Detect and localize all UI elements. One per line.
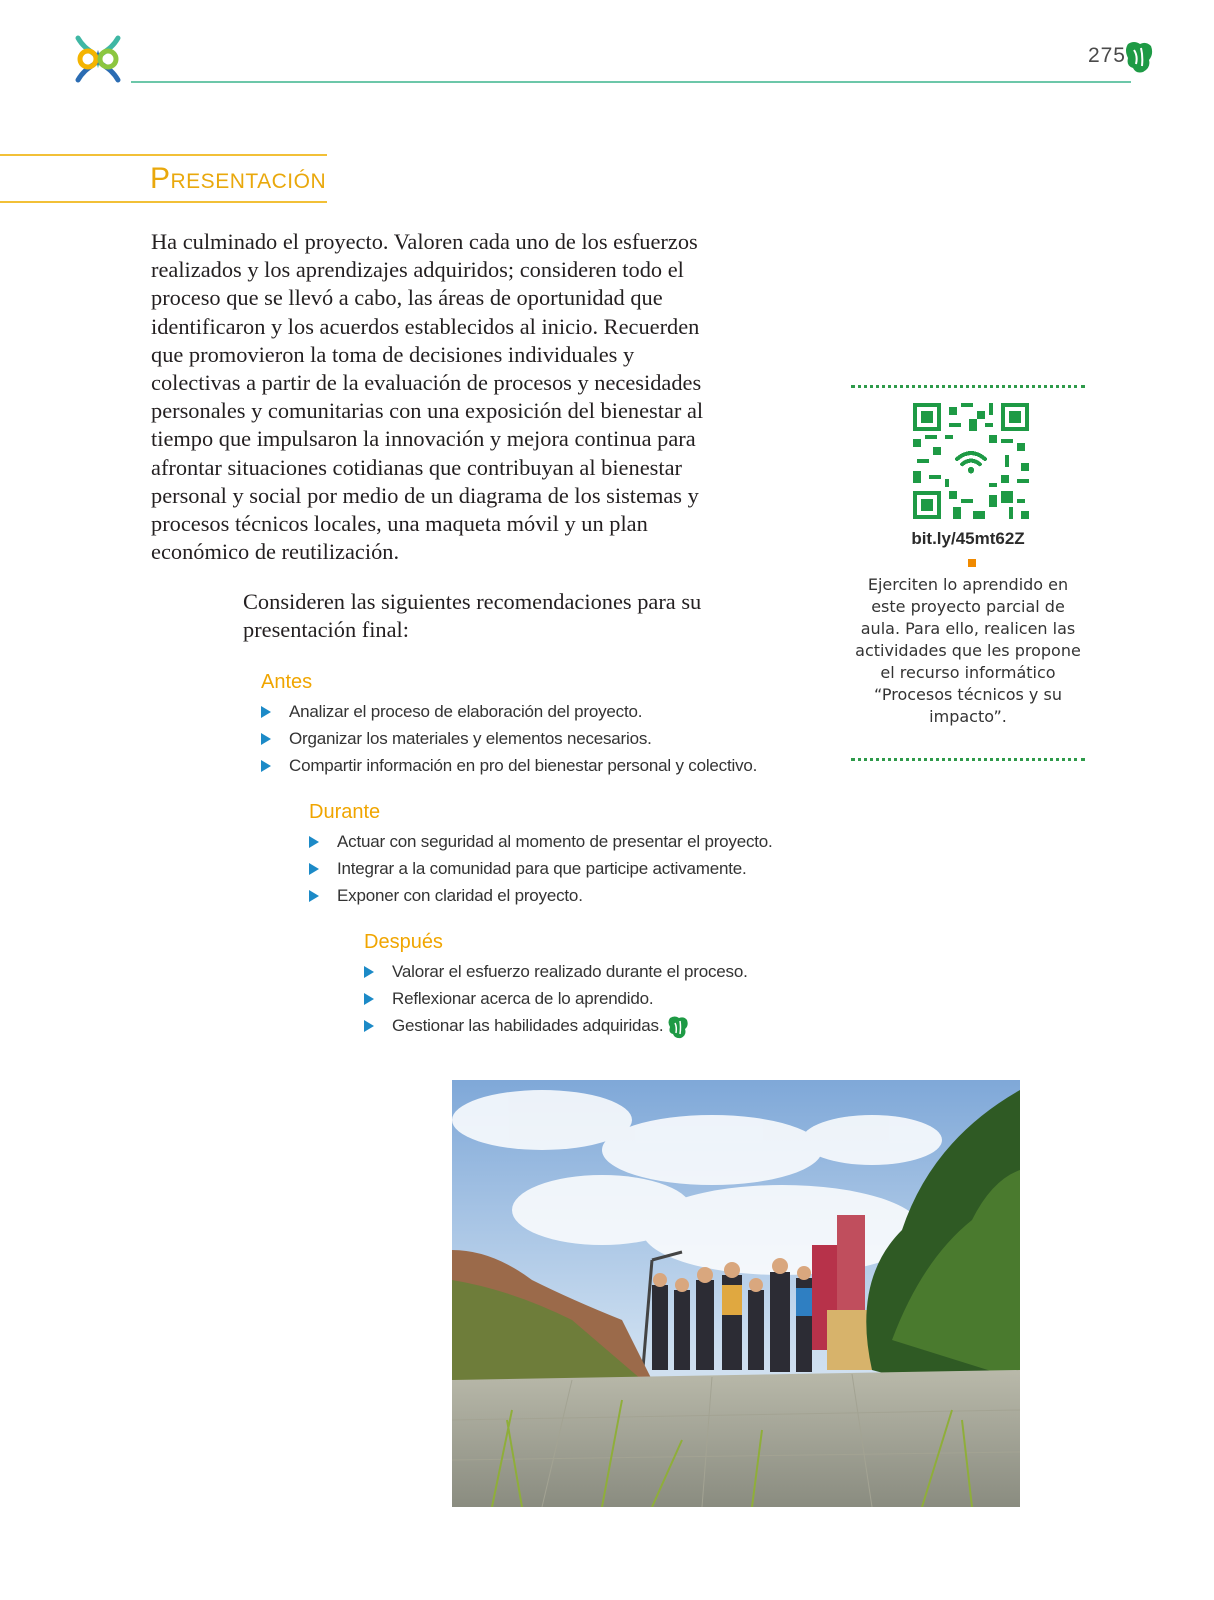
phase-title: Durante (309, 801, 381, 823)
qr-code[interactable] (913, 403, 1029, 519)
leaf-icon (667, 1015, 689, 1039)
phase-list (261, 698, 757, 779)
title-rule-top (0, 154, 327, 156)
header-rule (131, 81, 1131, 83)
list-item (261, 698, 757, 725)
intro-paragraph: Ha culminado el proyecto. Valoren cada uno de los esfuerzos realizados y los aprendizajes adquiridos; consideren todo el proceso que se llevó a cabo, las áreas de oportunidad que identificaron y los acuerdos establecidos al inicio. Recuerden que promovieron la toma de decisiones individuales y colectivas a partir de la evaluación de procesos y necesidades personales y comunitarias con una exposición del bienestar al tiempo que impulsaron la innovación y mejora continua para afrontar situaciones cotidianas que contribuyan al bienestar personal y social por medio de un diagrama de los sistemas y procesos técnicos locales, una maqueta móvil y un plan económico de reutilización. (151, 229, 704, 565)
qr-link[interactable]: bit.ly/45mt62Z (911, 529, 1025, 548)
sidebar-divider-bottom (851, 758, 1085, 761)
list-item (309, 855, 773, 882)
list-item-text: Reflexionar acerca de lo aprendido. (392, 989, 654, 1008)
list-item-text: Compartir información en pro del bienestar personal y colectivo. (289, 756, 758, 775)
list-item-text: Organizar los materiales y elementos necesarios. (289, 729, 652, 748)
sidebar-text: Ejerciten lo aprendido en este proyecto parcial de aula. Para ello, realicen las actividades que les propone el recurso informático “Procesos técnicos y su impacto”. (855, 575, 1081, 726)
list-item-text: Integrar a la comunidad para que participe activamente. (337, 859, 747, 878)
list-item (309, 828, 773, 855)
list-item (364, 985, 748, 1012)
phase-before (261, 670, 757, 779)
bullet-arrow-icon (364, 966, 374, 978)
bullet-arrow-icon (309, 863, 319, 875)
recommendations-lead: Consideren las siguientes recomendaciones para su presentación final: (243, 589, 702, 642)
phase-title: Después (364, 931, 443, 953)
bullet-arrow-icon (309, 890, 319, 902)
list-item (261, 725, 757, 752)
phase-during (309, 800, 773, 909)
title-rule-bottom (0, 201, 327, 203)
bullet-arrow-icon (364, 993, 374, 1005)
orange-square-marker (968, 559, 976, 567)
bullet-arrow-icon (261, 706, 271, 718)
phase-after (364, 930, 748, 1039)
bullet-arrow-icon (364, 1020, 374, 1032)
bullet-arrow-icon (261, 733, 271, 745)
phase-title: Antes (261, 671, 313, 693)
list-item (261, 752, 757, 779)
list-item-text: Exponer con claridad el proyecto. (337, 886, 583, 905)
page-number: 275 (1087, 44, 1126, 67)
sidebar-divider-top (851, 385, 1085, 388)
bullet-arrow-icon (309, 836, 319, 848)
leaf-icon (1124, 40, 1154, 74)
list-item-text: Gestionar las habilidades adquiridas. (392, 1016, 664, 1035)
program-logo (72, 34, 124, 84)
list-item (364, 1012, 748, 1039)
bullet-arrow-icon (261, 760, 271, 772)
section-title: Presentación (150, 162, 327, 195)
list-item-text: Valorar el esfuerzo realizado durante el proceso. (392, 962, 748, 981)
list-item-text: Actuar con seguridad al momento de presentar el proyecto. (337, 832, 773, 851)
list-item-text: Analizar el proceso de elaboración del proyecto. (289, 702, 643, 721)
phase-list (364, 958, 748, 1039)
list-item (364, 958, 748, 985)
list-item (309, 882, 773, 909)
students-outdoor-photo (452, 1080, 1020, 1507)
phase-list (309, 828, 773, 909)
